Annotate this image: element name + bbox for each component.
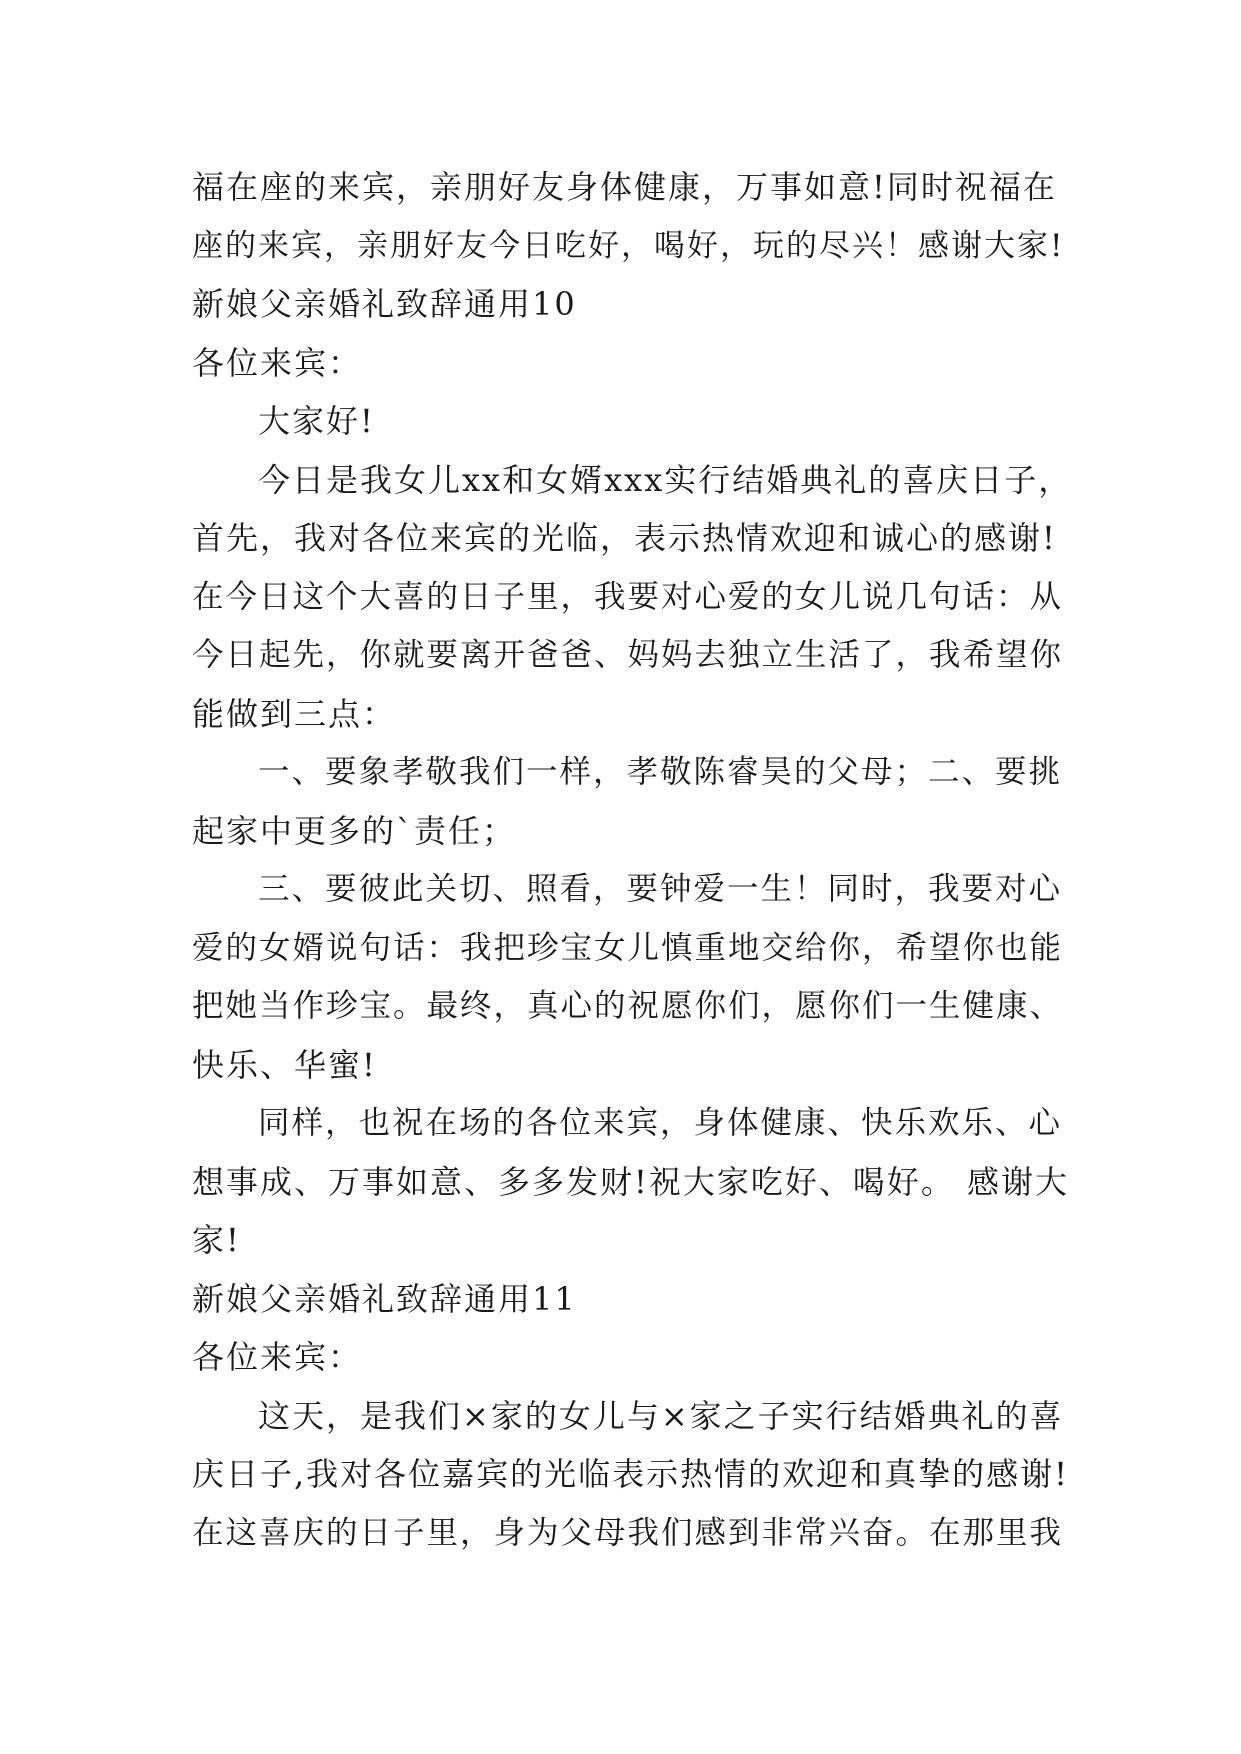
- text-line: 想事成、万事如意、多多发财!祝大家吃好、喝好。 感谢大: [192, 1162, 1070, 1201]
- text-line: 把她当作珍宝。最终，真心的祝愿你们，愿你们一生健康、: [192, 988, 1064, 1024]
- text-line: 起家中更多的`责任；: [192, 811, 517, 850]
- text-line: 新娘父亲婚礼致辞通用10: [192, 285, 577, 323]
- text-line: 座的来宾，亲朋好友今日吃好，喝好，玩的尽兴！感谢大家!: [192, 227, 1065, 264]
- text-line: 庆日子,我对各位嘉宾的光临表示热情的欢迎和真挚的感谢!: [192, 1455, 1070, 1493]
- text-line: 今日是我女儿xx和女婿xxx实行结婚典礼的喜庆日子，: [258, 460, 1073, 499]
- text-line: 能做到三点：: [192, 694, 397, 733]
- text-line: 这天，是我们×家的女儿与×家之子实行结婚典礼的喜: [258, 1396, 1064, 1435]
- text-line: 福在座的来宾，亲朋好友身体健康，万事如意!同时祝福在: [192, 168, 1057, 206]
- text-line: 新娘父亲婚礼致辞通用11: [192, 1279, 577, 1318]
- text-line: 家!: [192, 1221, 241, 1259]
- text-line: 爱的女婿说句话：我把珍宝女儿慎重地交给你，希望你也能: [192, 929, 1064, 966]
- document-body: [192, 158, 1072, 1562]
- text-line: 一、要象孝敬我们一样，孝敬陈睿昊的父母；二、要挑: [258, 754, 1063, 790]
- text-line: 快乐、华蜜!: [192, 1045, 377, 1084]
- text-line: 首先，我对各位来宾的光临，表示热情欢迎和诚心的感谢!: [192, 519, 1057, 557]
- text-line: 各位来宾：: [192, 343, 363, 382]
- text-line: 在今日这个大喜的日子里，我要对心爱的女儿说几句话：从: [192, 578, 1064, 615]
- text-line: 大家好!: [258, 402, 375, 440]
- text-line: 同样，也祝在场的各位来宾，身体健康、快乐欢乐、心: [258, 1105, 1063, 1141]
- text-line: 各位来宾：: [192, 1338, 363, 1376]
- text-line: 今日起先，你就要离开爸爸、妈妈去独立生活了，我希望你: [192, 637, 1064, 673]
- text-line: 三、要彼此关切、照看，要钟爱一生！同时，我要对心: [258, 871, 1063, 907]
- text-line: 在这喜庆的日子里，身为父母我们感到非常兴奋。在那里我: [192, 1514, 1064, 1551]
